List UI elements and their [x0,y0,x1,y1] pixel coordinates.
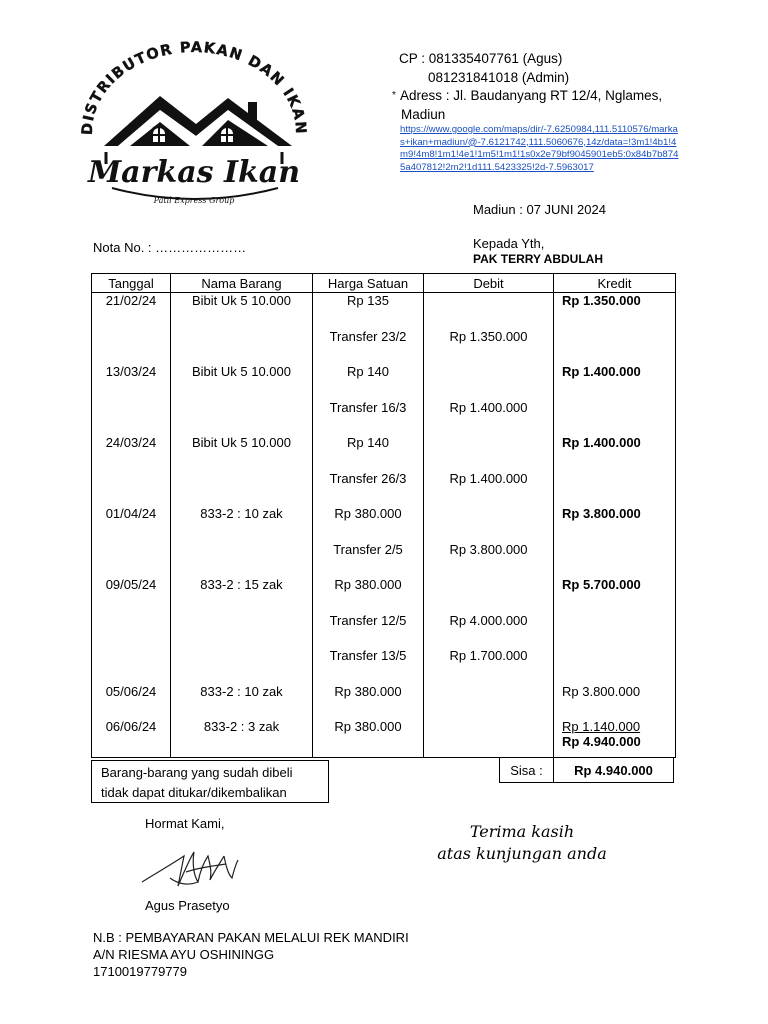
logo-arc-text: DISTRIBUTOR PAKAN DAN IKAN [79,40,309,136]
header-debit: Debit [424,274,554,293]
cell-kredit: Rp 3.800.000 [554,506,676,542]
cell-barang [171,329,313,365]
cell-tanggal: 24/03/24 [92,435,171,471]
table-row [92,542,676,578]
cell-debit: Rp 1.350.000 [424,329,554,365]
cell-kredit [554,648,676,684]
cell-barang [171,400,313,436]
header-kredit: Kredit [554,274,676,293]
cell-kredit [554,400,676,436]
cell-barang [171,613,313,649]
cell-harga: Transfer 13/5 [313,648,424,684]
address-line2: Madiun [401,107,446,122]
table-row [92,684,676,720]
table-row [92,364,676,400]
logo-tagline: Patil Express Group [153,196,235,205]
table-row [92,648,676,684]
payment-note-line2: A/N RIESMA AYU OSHININGG [93,947,275,962]
cell-harga: Rp 380.000 [313,719,424,758]
table-row [92,506,676,542]
table-row [92,471,676,507]
table-row [92,613,676,649]
cell-tanggal [92,329,171,365]
notice-line2: tidak dapat ditukar/dikembalikan [101,785,287,800]
cell-kredit: Rp 1.400.000 [554,435,676,471]
cell-harga: Transfer 16/3 [313,400,424,436]
cell-harga: Transfer 2/5 [313,542,424,578]
cell-kredit [554,613,676,649]
cell-tanggal: 09/05/24 [92,577,171,613]
table-row [92,400,676,436]
cell-harga: Rp 135 [313,293,424,329]
address-line1: Adress : Jl. Baudanyang RT 12/4, Nglames, [400,88,663,103]
sisa-value: Rp 4.940.000 [553,757,674,783]
header-nama-barang: Nama Barang [171,274,313,293]
cell-barang: 833-2 : 10 zak [171,684,313,720]
return-policy-notice [91,760,329,803]
cell-kredit [554,471,676,507]
cell-kredit: Rp 5.700.000 [554,577,676,613]
cell-kredit: Rp 1.400.000 [554,364,676,400]
markas-ikan-logo [78,40,310,220]
cell-harga: Transfer 23/2 [313,329,424,365]
cell-barang: Bibit Uk 5 10.000 [171,293,313,329]
recipient-name: PAK TERRY ABDULAH [473,252,604,266]
ledger-table [91,273,676,758]
cell-debit: Rp 3.800.000 [424,542,554,578]
cell-debit [424,435,554,471]
notice-line1: Barang-barang yang sudah dibeli [101,765,293,780]
cell-tanggal: 05/06/24 [92,684,171,720]
cell-debit: Rp 1.700.000 [424,648,554,684]
cell-barang: Bibit Uk 5 10.000 [171,435,313,471]
cell-harga: Rp 380.000 [313,577,424,613]
contact-phone-line1: CP : 081335407761 (Agus) [399,51,563,66]
cell-debit [424,684,554,720]
cell-tanggal: 21/02/24 [92,293,171,329]
cell-barang [171,471,313,507]
cell-harga: Rp 140 [313,435,424,471]
table-row [92,719,676,758]
cell-barang [171,542,313,578]
kredit-total: Rp 4.940.000 [562,734,641,749]
cell-tanggal: 06/06/24 [92,719,171,758]
cell-debit: Rp 4.000.000 [424,613,554,649]
cell-harga: Transfer 26/3 [313,471,424,507]
signer-name: Agus Prasetyo [145,898,230,913]
cell-barang [171,648,313,684]
cell-harga: Transfer 12/5 [313,613,424,649]
cell-barang: Bibit Uk 5 10.000 [171,364,313,400]
cell-tanggal [92,648,171,684]
table-row [92,329,676,365]
header-tanggal: Tanggal [92,274,171,293]
cell-tanggal [92,542,171,578]
cell-harga: Rp 140 [313,364,424,400]
cell-tanggal: 13/03/24 [92,364,171,400]
cell-debit [424,364,554,400]
cell-debit [424,577,554,613]
cell-harga: Rp 380.000 [313,684,424,720]
contact-phone-line2: 081231841018 (Admin) [428,70,570,85]
table-row [92,293,676,329]
address-bullet: * [392,90,396,101]
sisa-label: Sisa : [499,757,554,783]
nota-number: Nota No. : ………………… [93,240,247,255]
logo-brand-name: Markas Ikan [87,155,301,190]
cell-kredit [554,329,676,365]
cell-kredit [554,719,676,758]
cell-kredit [554,542,676,578]
closing-greeting: Hormat Kami, [145,816,225,831]
cell-kredit: Rp 1.350.000 [554,293,676,329]
header-harga-satuan: Harga Satuan [313,274,424,293]
cell-debit [424,293,554,329]
cell-debit [424,506,554,542]
cell-barang: 833-2 : 15 zak [171,577,313,613]
cell-barang: 833-2 : 3 zak [171,719,313,758]
signature-image [138,842,248,898]
map-link[interactable]: https://www.google.com/maps/dir/-7.6250984,111.5110576/markas+ikan+madiun/@-7.6121742,111.5060676,14z/data=!3m1!4b1!4m9!4m8!1m1!4e1!1m5!1m1!1s0x2e79bf9045901eb5:0x84b7b8745a407812!2m2!1d111.5423325!2d-7.5963017 [400,124,679,174]
thank-you-line1: Terima kasih [469,822,575,841]
payment-note-line1: N.B : PEMBAYARAN PAKAN MELALUI REK MANDIRI [93,930,409,945]
thank-you-line2: atas kunjungan anda [437,844,607,863]
table-header-row [92,274,676,293]
window-icon [150,125,168,144]
table-row [92,435,676,471]
payment-note-account: 1710019779779 [93,964,187,979]
cell-debit: Rp 1.400.000 [424,471,554,507]
table-row [92,577,676,613]
cell-harga: Rp 380.000 [313,506,424,542]
cell-tanggal [92,471,171,507]
kredit-last-entry: Rp 1.140.000 [562,719,641,734]
cell-barang: 833-2 : 10 zak [171,506,313,542]
cell-tanggal [92,400,171,436]
recipient-label: Kepada Yth, [473,236,545,251]
invoice-date: Madiun : 07 JUNI 2024 [473,202,606,217]
cell-debit: Rp 1.400.000 [424,400,554,436]
cell-tanggal: 01/04/24 [92,506,171,542]
cell-kredit: Rp 3.800.000 [554,684,676,720]
window-icon [218,125,236,144]
cell-tanggal [92,613,171,649]
cell-debit [424,719,554,758]
